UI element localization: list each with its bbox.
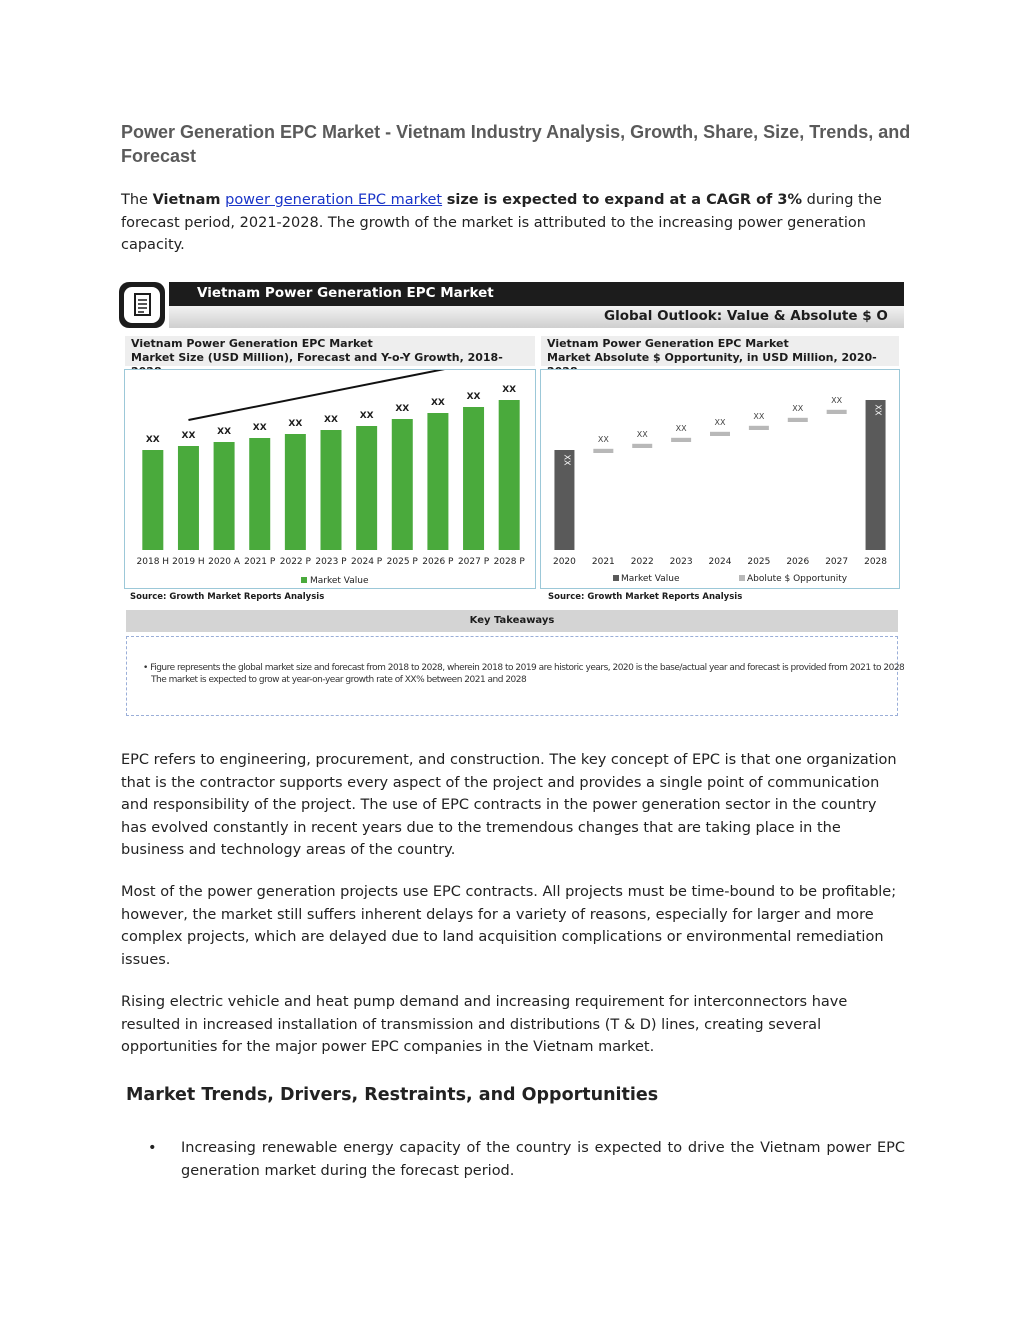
market-infographic [119,280,904,722]
takeaway-line: The market is expected to grow at year-on-year growth rate of XX% between 2021 and 2028 [151,675,527,685]
x-tick-label: 2023 [669,557,693,567]
bar-data-label: XX [252,423,267,433]
market-size-chart [124,369,536,589]
bar [321,430,342,550]
x-tick-label: 2028 P [493,557,525,567]
intro-text: The [121,192,153,208]
x-tick-label: 2026 [786,557,810,567]
bar-data-label: XX [395,404,410,414]
left-chart-header [125,336,535,366]
bar-data-label: XX [873,404,883,416]
bar-data-label: XX [145,435,160,445]
bar-data-label: XX [288,419,303,429]
infographic-subtitle: Global Outlook: Value & Absolute $ O [604,308,888,324]
intro-paragraph [121,189,906,257]
bullet-icon: • [148,1140,157,1156]
market-link[interactable]: power generation EPC market [225,192,443,208]
opportunity-bar [749,426,769,430]
opportunity-bar [671,438,691,442]
x-tick-label: 2023 P [315,557,347,567]
infographic-title: Vietnam Power Generation EPC Market [197,285,494,301]
bar [356,426,377,550]
body-paragraph: Rising electric vehicle and heat pump demand and increasing requirement for interconnectors have resulted in increased installation of transmission and distributions (T & D) lines, creating several opportunities for the major power EPC companies in the Vietnam market. [121,994,848,1055]
left-chart-title: Vietnam Power Generation EPC Market [131,337,373,350]
legend-swatch [739,575,745,581]
x-tick-label: 2024 P [351,557,383,567]
page-title: Power Generation EPC Market - Vietnam Industry Analysis, Growth, Share, Size, Trends, and Forecast [121,122,911,166]
bar-data-label: XX [597,434,609,444]
x-tick-label: 2020 A [208,557,241,567]
bar-data-label: XX [502,385,517,395]
x-tick-label: 2024 [708,557,732,567]
x-tick-label: 2026 P [422,557,454,567]
body-paragraph: Most of the power generation projects use EPC contracts. All projects must be time-bound to be profitable; however, the market still suffers inherent delays for a variety of reasons, especially for larger and more complex projects, which are delayed due to land acquisition complications or environmental remediation issues. [121,884,897,968]
bar [142,450,163,550]
opportunity-bar [632,444,652,448]
x-tick-label: 2018 H [136,557,170,567]
bar-data-label: XX [466,392,481,402]
x-tick-label: 2022 [630,557,654,567]
intro-bold-country: Vietnam [152,192,221,208]
x-tick-label: 2028 [864,557,888,567]
x-tick-label: 2020 [552,557,576,567]
source-left: Source: Growth Market Reports Analysis [130,592,325,602]
opportunity-bar [788,418,808,422]
bullet-list-item [148,1137,905,1182]
absolute-opportunity-chart [540,369,900,589]
x-tick-label: 2025 P [386,557,418,567]
x-tick-label: 2025 [747,557,771,567]
bar-data-label: XX [792,403,804,413]
bar-data-label: XX [430,398,445,408]
section-heading: Market Trends, Drivers, Restraints, and Opportunities [126,1085,659,1105]
bullet-text: Increasing renewable energy capacity of the country is expected to drive the Vietnam power EPC generation market during the forecast period. [181,1140,905,1179]
x-tick-label: 2019 H [172,557,205,567]
bar [285,434,306,550]
body-paragraph: EPC refers to engineering, procurement, and construction. The key concept of EPC is that one organization that is the contractor supports every aspect of the project and provides a single point of communication and responsibility of the project. The use of EPC contracts in the power generation sector in the country has evolved constantly in recent years due to the tremendous changes that are taking place in the business and technology areas of the country. [121,752,897,858]
market-size-chart-svg [125,370,535,588]
bar [463,407,484,550]
bar [499,400,520,550]
bar-data-label: XX [562,454,572,466]
bar [427,413,448,550]
bar-data-label: XX [181,431,196,441]
opportunity-bar [593,449,613,453]
legend-swatch [613,575,619,581]
bar-data-label: XX [714,417,726,427]
bar-data-label: XX [636,429,648,439]
bar-data-label: XX [831,395,843,405]
legend-label: Market Value [621,574,680,584]
takeaway-line: • Figure represents the global market size and forecast from 2018 to 2028, wherein 2018 to 2019 are historic years, 2020 is the base/actual year and forecast is provided from 2021 to 2028 [143,663,904,673]
x-tick-label: 2022 P [279,557,311,567]
right-chart-subtitle: Market Absolute $ Opportunity, in USD Million, 2020- [547,351,877,364]
bar-data-label: XX [324,415,338,425]
left-chart-subtitle: Market Size (USD Million), Forecast and Y-o-Y Growth, 2018- [131,351,503,364]
x-tick-label: 2021 P [244,557,276,567]
legend-label: Abolute $ Opportunity [747,574,848,584]
key-takeaways-header: Key Takeaways [126,610,898,632]
x-tick-label: 2021 [591,557,615,567]
bar-data-label: XX [675,423,687,433]
right-chart-header [541,336,899,366]
intro-text-rest: during the forecast period, 2021-2028. The growth of the market is attributed to the increasing power generation capacity. [121,192,882,253]
bar [178,446,199,550]
legend-swatch [301,577,307,583]
opportunity-bar [710,432,730,436]
legend-label: Market Value [310,576,369,586]
value-bar [866,400,886,550]
bar [392,419,413,550]
bar [214,442,235,550]
x-tick-label: 2027 P [457,557,490,567]
document-icon [119,282,165,328]
bar-data-label: XX [359,411,374,421]
key-takeaways-box [126,636,904,716]
absolute-opportunity-chart-svg [541,370,899,588]
right-chart-title: Vietnam Power Generation EPC Market [547,337,789,350]
bar-data-label: XX [753,411,765,421]
source-right: Source: Growth Market Reports Analysis [548,592,743,602]
intro-bold-cagr: size is expected to expand at a CAGR of 3% [446,192,803,208]
x-tick-label: 2027 [825,557,849,567]
bar-data-label: XX [217,427,232,437]
bar [249,438,270,550]
opportunity-bar [827,410,847,414]
